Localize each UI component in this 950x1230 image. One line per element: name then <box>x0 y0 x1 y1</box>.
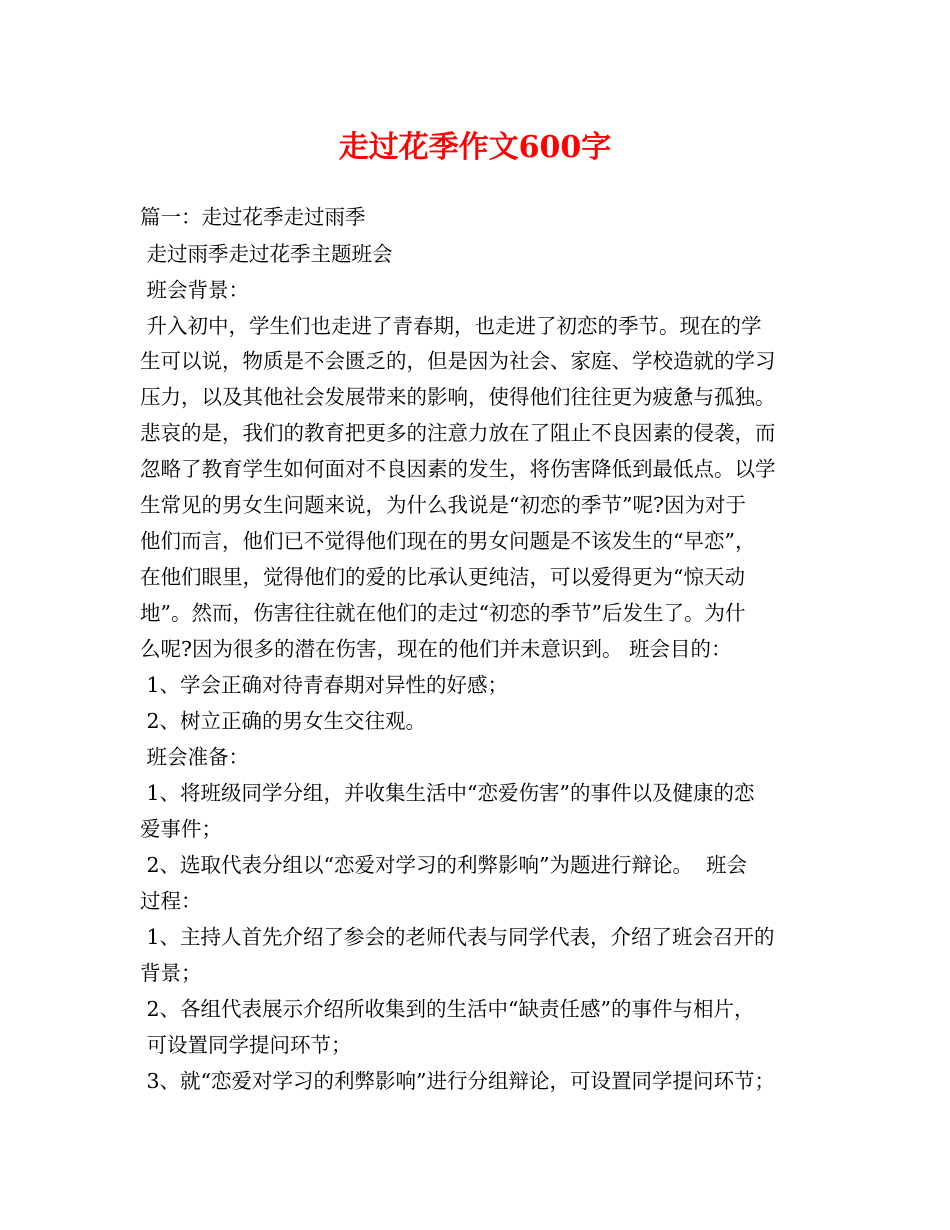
text-line: 生可以说，物质是不会匮乏的，但是因为社会、家庭、学校造就的学习 <box>140 349 776 373</box>
text-line: 班会背景： <box>140 278 250 302</box>
text-line: 2、各组代表展示介绍所收集到的生活中“缺责任感”的事件与相片， <box>140 997 755 1021</box>
text-line: 爱事件； <box>140 817 222 841</box>
text-line: 生常见的男女生问题来说，为什么我说是“初恋的季节”呢?因为对于 <box>140 493 746 517</box>
text-line: 2、树立正确的男女生交往观。 <box>140 709 427 733</box>
text-line: 走过雨季走过花季主题班会 <box>140 242 393 266</box>
text-line: 在他们眼里，觉得他们的爱的比承认更纯洁，可以爱得更为“惊天动 <box>140 565 745 589</box>
text-line: 他们而言，他们已不觉得他们现在的男女问题是不该发生的“早恋”， <box>140 529 756 553</box>
text-line: 忽略了教育学生如何面对不良因素的发生，将伤害降低到最低点。以学 <box>140 457 776 481</box>
text-line: 背景； <box>140 961 202 985</box>
text-line: 地”。然而，伤害往往就在他们的走过“初恋的季节”后发生了。为什 <box>140 601 746 625</box>
text-line: 2、选取代表分组以“恋爱对学习的利弊影响”为题进行辩论。 班会 <box>140 853 748 877</box>
text-line: 么呢?因为很多的潜在伤害，现在的他们并未意识到。 班会目的： <box>140 637 732 661</box>
text-line: 3、就“恋爱对学习的利弊影响”进行分组辩论，可设置同学提问环节； <box>140 1069 776 1093</box>
text-line: 1、学会正确对待青春期对异性的好感； <box>140 673 509 697</box>
text-line: 悲哀的是，我们的教育把更多的注意力放在了阻止不良因素的侵袭，而 <box>140 421 776 445</box>
text-line: 压力，以及其他社会发展带来的影响，使得他们往往更为疲惫与孤独。 <box>140 385 776 409</box>
text-line: 可设置同学提问环节； <box>140 1033 352 1057</box>
text-line: 篇一：走过花季走过雨季 <box>140 205 366 229</box>
text-line: 升入初中，学生们也走进了青春期，也走进了初恋的季节。现在的学 <box>140 314 762 338</box>
text-line: 班会准备： <box>140 745 250 769</box>
text-line: 1、主持人首先介绍了参会的老师代表与同学代表，介绍了班会召开的 <box>140 925 775 949</box>
text-line: 过程： <box>140 889 202 913</box>
page-title: 走过花季作文600字 <box>338 130 612 165</box>
text-line: 1、将班级同学分组，并收集生活中“恋爱伤害”的事件以及健康的恋 <box>140 781 755 805</box>
